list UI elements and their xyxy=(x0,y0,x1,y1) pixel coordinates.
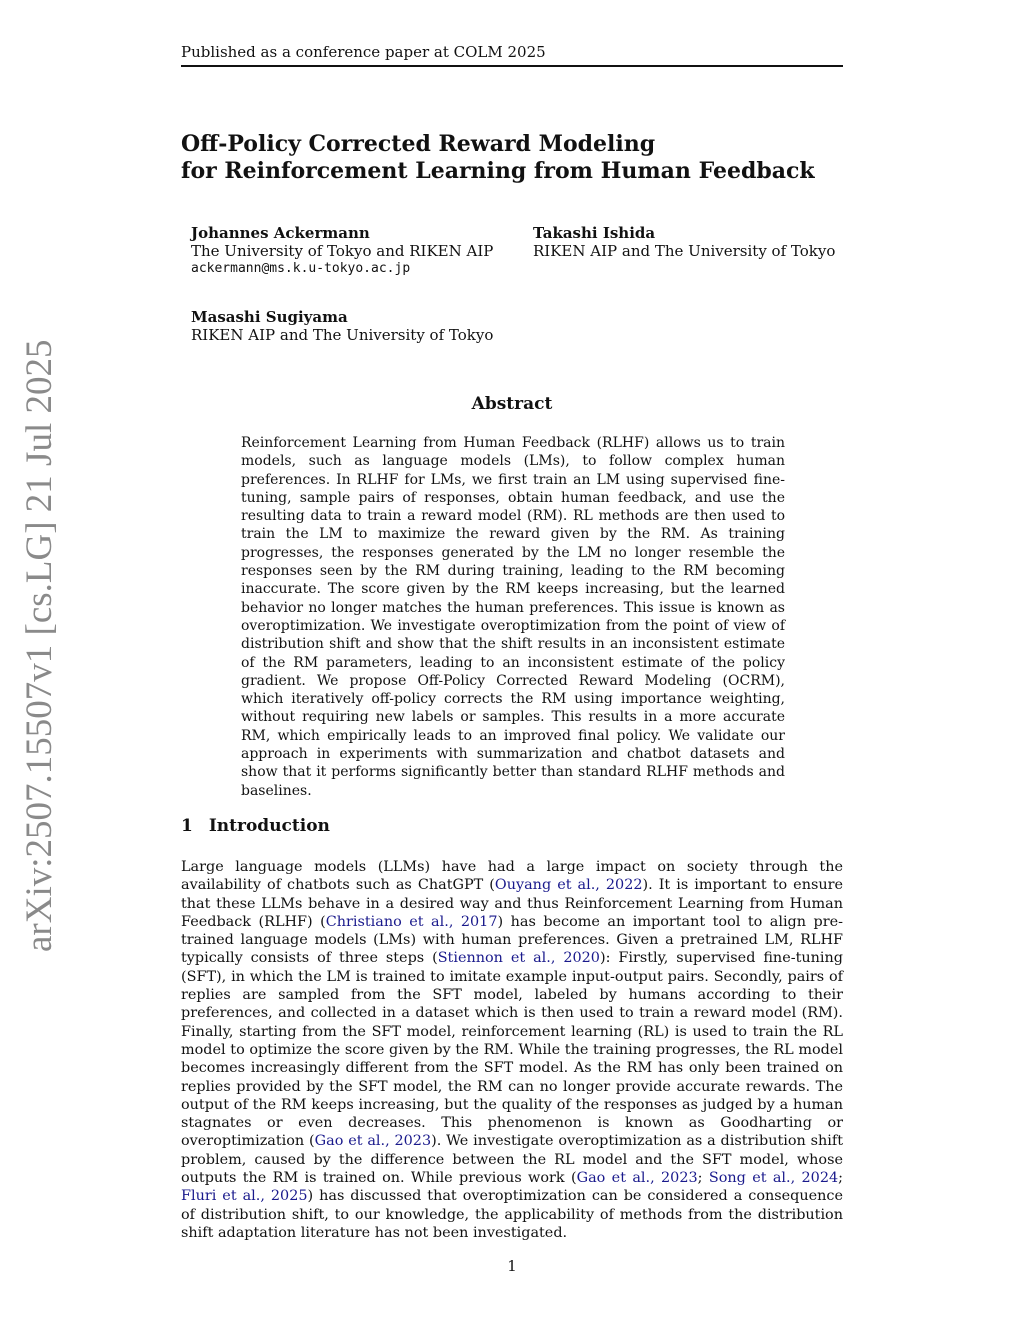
author-block-ishida xyxy=(533,224,835,260)
abstract-heading: Abstract xyxy=(471,394,553,414)
citation-link[interactable]: Christiano et al., 2017 xyxy=(325,913,498,930)
author-affiliation: The University of Tokyo and RIKEN AIP xyxy=(191,242,494,260)
intro-text: ). It is important to ensure that these LLMs behave in a desired way and thus Reinforcement Learning from Human Feedback (RLHF) ( xyxy=(181,877,844,930)
section-heading-introduction xyxy=(181,815,330,837)
author-block-ackermann xyxy=(191,224,493,278)
arxiv-identifier-stamp: arXiv:2507.15507v1 [cs.LG] 21 Jul 2025 xyxy=(19,339,60,952)
intro-text: ) has discussed that overoptimization can be considered a consequence of distribution shift, to our knowledge, the applicability of methods from the distribution shift adaptation literature has not been investigated. xyxy=(181,1188,843,1241)
abstract-text: Reinforcement Learning from Human Feedback (RLHF) allows us to train models, such as language models (LMs), to follow complex human preferences. In RLHF for LMs, we first train an LM using supervised fine-tuning, sample pairs of responses, obtain human feedback, and use the resulting data to train a reward model (RM). RL methods are then used to train the LM to maximize the reward given by the RM. As training progresses, the responses generated by the LM no longer resemble the responses seen by the RM during training, leading to the RM becoming inaccurate. The score given by the RM keeps increasing, but the learned behavior no longer matches the human preferences. This issue is known as overoptimization. We investigate overoptimization from the point of view of distribution shift and show that the shift results in an inconsistent estimate of the RM parameters, leading to an inconsistent estimate of the policy gradient. We propose Off-Policy Corrected Reward Modeling (OCRM), which iteratively off-policy corrects the RM using importance weighting, without requiring new labels or samples. This results in a more accurate RM, which empirically leads to an improved final policy. We validate our approach in experiments with summarization and chatbot datasets and show that it performs significantly better than standard RLHF methods and baselines. xyxy=(241,435,785,799)
citation-link[interactable]: Song et al., 2024 xyxy=(708,1170,839,1187)
author-name: Takashi Ishida xyxy=(533,224,656,242)
intro-text: ) has become an important tool to align pre-trained language models (LMs) with human preferences. Given a pretrained LM, RLHF typically consists of three steps ( xyxy=(181,913,843,967)
author-name: Johannes Ackermann xyxy=(191,224,370,242)
intro-text: Large language models (LLMs) have had a large impact on society through the availability of chatbots such as ChatGPT ( xyxy=(181,859,843,894)
title-line-2: for Reinforcement Learning from Human Feedback xyxy=(181,158,815,184)
introduction-paragraph xyxy=(181,858,843,1242)
running-header: Published as a conference paper at COLM 2025 xyxy=(181,42,843,67)
section-title: Introduction xyxy=(208,816,330,836)
author-affiliation: RIKEN AIP and The University of Tokyo xyxy=(191,326,494,344)
title-line-1: Off-Policy Corrected Reward Modeling xyxy=(181,131,656,157)
paper-title xyxy=(181,131,843,185)
author-affiliation: RIKEN AIP and The University of Tokyo xyxy=(533,242,836,260)
citation-link[interactable]: Gao et al., 2023 xyxy=(314,1133,432,1150)
citation-link[interactable]: Fluri et al., 2025 xyxy=(181,1188,308,1205)
author-block-sugiyama xyxy=(191,308,493,344)
intro-text: ; xyxy=(838,1170,843,1187)
section-number: 1 xyxy=(181,816,193,836)
author-name: Masashi Sugiyama xyxy=(191,308,348,326)
citation-link[interactable]: Stiennon et al., 2020 xyxy=(437,950,600,967)
citation-link[interactable]: Ouyang et al., 2022 xyxy=(494,877,643,894)
author-email[interactable]: ackermann@ms.k.u-tokyo.ac.jp xyxy=(191,261,411,276)
citation-link[interactable]: Gao et al., 2023 xyxy=(576,1170,698,1187)
intro-text: ; xyxy=(697,1170,709,1187)
page-number: 1 xyxy=(507,1257,517,1275)
intro-text: ): Firstly, supervised fine-tuning (SFT), in which the LM is trained to imitate example input-output pairs. Secondly, pairs of replies are sampled from the SFT model, labeled by humans according to their preferences, and collected in a dataset which is then used to train a reward model (RM). Finally, starting from the SFT model, reinforcement learning (RL) is used to train the RL model to optimize the score given by the RM. While the training progresses, the RL model becomes increasingly different from the SFT model. As the RM has only been trained on replies provided by the SFT model, the RM can no longer provide accurate rewards. The output of the RM keeps increasing, but the quality of the responses as judged by a human stagnates or even decreases. This phenomenon is known as Goodharting or overoptimization ( xyxy=(181,950,843,1150)
intro-text: ). We investigate overoptimization as a distribution shift problem, caused by the difference between the RL model and the SFT model, whose outputs the RM is trained on. While previous work ( xyxy=(181,1133,843,1187)
